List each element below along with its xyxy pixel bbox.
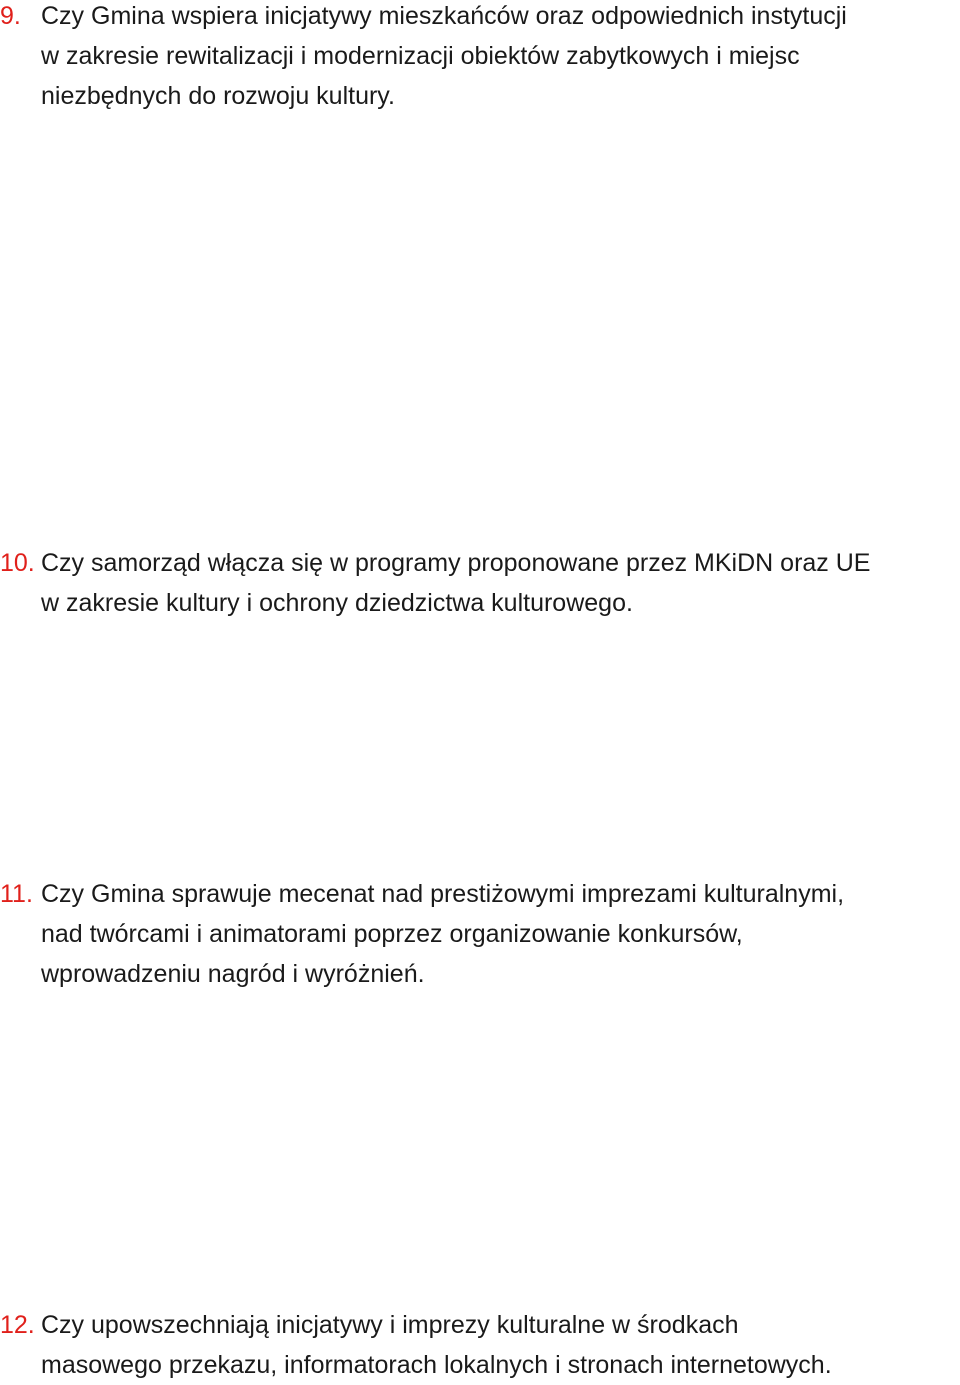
question-9: [0, 0, 960, 116]
question-11-line-3: wprowadzeniu nagród i wyróżnień.: [41, 960, 425, 988]
question-11-number: 11.: [0, 880, 33, 908]
question-12-line-1: [0, 1305, 960, 1345]
question-9-line-3: niezbędnych do rozwoju kultury.: [41, 82, 395, 110]
question-9-number: 9.: [0, 2, 21, 30]
question-10-line-2: w zakresie kultury i ochrony dziedzictwa kulturowego.: [41, 589, 633, 617]
question-10-text-1: Czy samorząd włącza się w programy proponowane przez MKiDN oraz UE: [41, 549, 871, 577]
question-12: [0, 1305, 960, 1385]
question-9-line-1: [0, 0, 960, 36]
question-9-line-2: w zakresie rewitalizacji i modernizacji obiektów zabytkowych i miejsc: [41, 42, 800, 70]
question-11-line-1: [0, 874, 960, 914]
question-10-line-1: [0, 543, 960, 583]
question-9-text-1: Czy Gmina wspiera inicjatywy mieszkańców oraz odpowiednich instytucji: [41, 2, 847, 30]
question-11: [0, 874, 960, 994]
question-10: [0, 543, 960, 623]
question-11-text-1: Czy Gmina sprawuje mecenat nad prestiżowymi imprezami kulturalnymi,: [41, 880, 845, 908]
question-12-text-1: Czy upowszechniają inicjatywy i imprezy kulturalne w środkach: [41, 1311, 739, 1339]
question-12-number: 12.: [0, 1311, 35, 1339]
question-11-line-2: nad twórcami i animatorami poprzez organizowanie konkursów,: [41, 920, 743, 948]
question-10-number: 10.: [0, 549, 35, 577]
question-12-line-2: masowego przekazu, informatorach lokalnych i stronach internetowych.: [41, 1351, 832, 1379]
